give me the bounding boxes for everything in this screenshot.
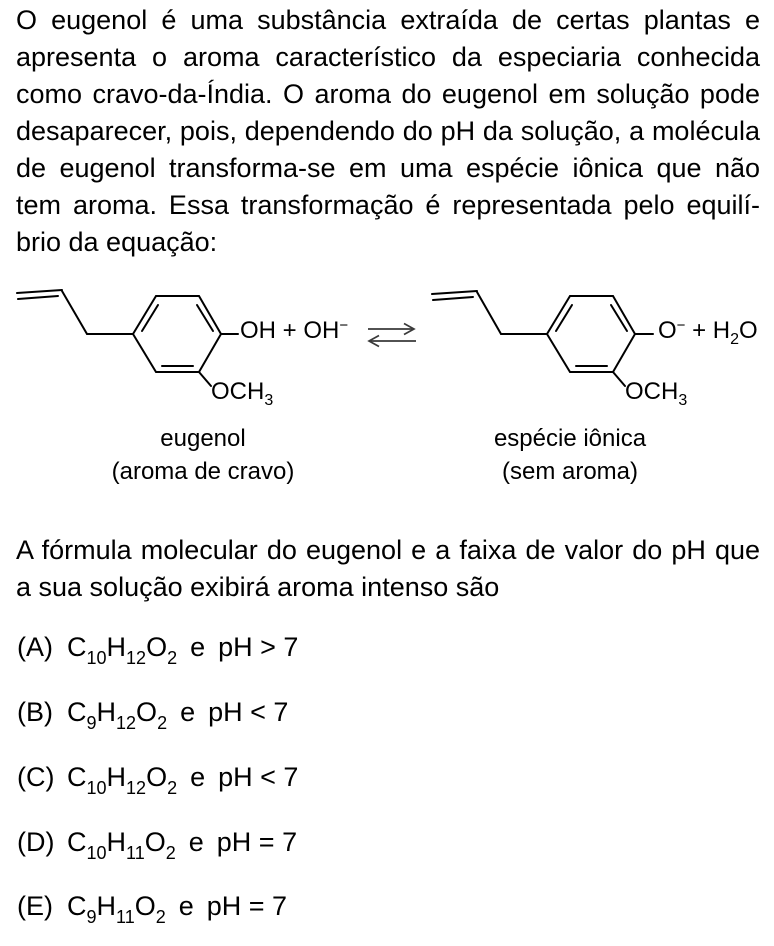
methoxy-group-label-right [625,378,688,409]
option-b [17,697,289,733]
option-label: (B) [17,697,53,727]
eugenol-caption: eugenol [160,425,246,452]
eugenol-skeleton [17,290,238,386]
ionic-species-caption: espécie iônica [493,425,647,452]
hydroxide-charge: − [339,317,349,334]
option-label: (D) [17,827,55,857]
ph-condition: pH = 7 [206,891,288,921]
phenolate-text: O [658,317,677,344]
methoxy-text: OCH [625,378,679,405]
option-a [17,632,299,668]
ph-condition: pH < 7 [218,762,299,792]
water-subscript: 2 [730,331,740,348]
molecular-formula: $C_{10}H_{12}O_2$ [67,762,178,798]
conjunction: e [190,762,206,792]
option-label: (E) [17,891,53,921]
molecular-formula: $C_9H_{12}O_2$ [67,697,168,733]
ionic-species-skeleton [432,291,653,386]
option-e [17,891,288,927]
molecular-formula: $C_{10}H_{11}O_2$ [67,827,176,863]
methoxy-subscript: 3 [678,392,688,409]
question-stem [16,532,760,606]
molecular-formula: $C_9H_{11}O_2$ [67,891,166,927]
water-oxygen-text: O [739,317,758,344]
methoxy-text: OCH [211,378,265,405]
phenolate-charge: − [676,317,686,334]
phenolate-plus-water-label [658,317,758,348]
intro-line: brio da equação: [16,227,218,257]
plus-water-text: + H [685,317,731,344]
ionic-species-aroma-note: (sem aroma) [501,458,639,485]
ph-condition: pH = 7 [216,827,298,857]
conjunction: e [190,632,206,662]
question-line: a sua solução exibirá aroma intenso são [16,572,500,602]
conjunction: e [178,891,194,921]
option-c [17,762,299,798]
intro-line: tem aroma. Essa transformação é representada pelo equilí- [16,190,760,220]
methoxy-group-label-left [211,378,274,409]
hydroxyl-plus-hydroxide-label [240,317,348,345]
question-line: A fórmula molecular do eugenol e a faixa de valor do pH que [16,535,760,565]
ph-condition: pH > 7 [218,632,299,662]
option-label: (A) [17,632,53,662]
intro-line: apresenta o aroma característico da especiaria conhecida [16,42,760,72]
eugenol-aroma-note: (aroma de cravo) [111,458,295,485]
conjunction: e [188,827,204,857]
molecular-formula: $C_{10}H_{12}O_2$ [67,632,178,668]
conjunction: e [180,697,196,727]
methoxy-subscript: 3 [264,392,274,409]
option-label: (C) [17,762,55,792]
intro-line: desaparecer, pois, dependendo do pH da solução, a molécula [16,116,760,146]
equilibrium-arrows-icon [368,324,416,347]
intro-line: de eugenol transforma-se em uma espécie iônica que não [16,153,760,183]
intro-line: O eugenol é uma substância extraída de certas plantas e [16,5,760,35]
ph-condition: pH < 7 [208,697,289,727]
hydroxyl-text: OH + OH [240,317,340,344]
option-d [17,827,298,863]
intro-line: como cravo-da-Índia. O aroma do eugenol em solução pode [16,79,760,109]
